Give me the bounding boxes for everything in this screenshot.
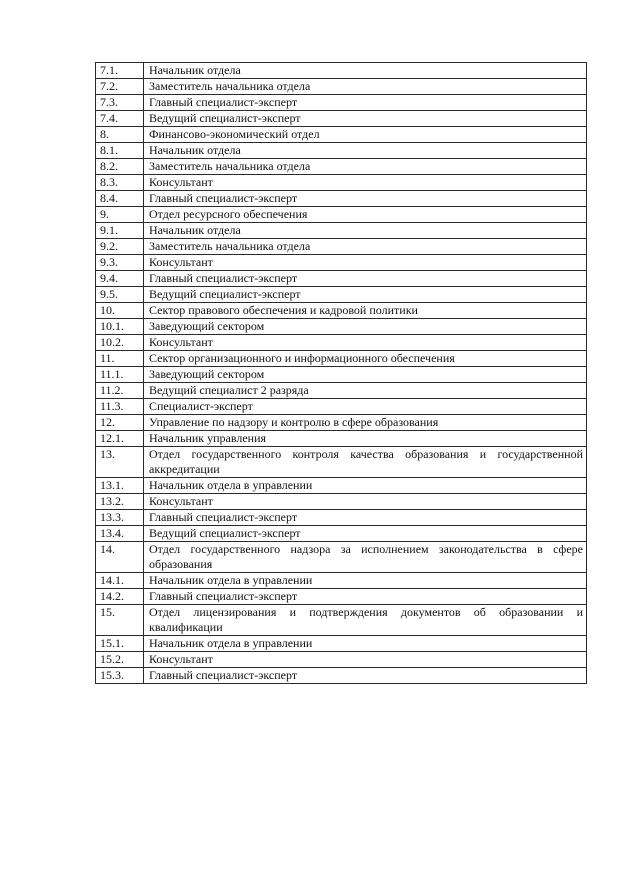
row-number: 7.1. bbox=[96, 63, 144, 79]
row-number: 15.2. bbox=[96, 652, 144, 668]
row-number: 10.2. bbox=[96, 335, 144, 351]
position-name: Главный специалист-эксперт bbox=[144, 510, 587, 526]
row-number: 13.1. bbox=[96, 478, 144, 494]
row-number: 11. bbox=[96, 351, 144, 367]
table-row bbox=[96, 367, 587, 383]
position-name: Ведущий специалист-эксперт bbox=[144, 111, 587, 127]
position-name: Начальник отдела bbox=[144, 223, 587, 239]
position-name: Отдел ресурсного обеспечения bbox=[144, 207, 587, 223]
table-row bbox=[96, 63, 587, 79]
position-name: Сектор организационного и информационного обеспечения bbox=[144, 351, 587, 367]
table-row bbox=[96, 335, 587, 351]
staff-table-body bbox=[96, 63, 587, 684]
row-number: 9.1. bbox=[96, 223, 144, 239]
position-name: Главный специалист-эксперт bbox=[144, 271, 587, 287]
table-row bbox=[96, 191, 587, 207]
position-name: Заведующий сектором bbox=[144, 367, 587, 383]
staff-positions-table bbox=[95, 62, 587, 684]
row-number: 15.3. bbox=[96, 668, 144, 684]
position-name: Ведущий специалист-эксперт bbox=[144, 287, 587, 303]
position-name: Консультант bbox=[144, 652, 587, 668]
position-name: Заместитель начальника отдела bbox=[144, 239, 587, 255]
table-row bbox=[96, 159, 587, 175]
row-number: 11.2. bbox=[96, 383, 144, 399]
table-row bbox=[96, 127, 587, 143]
row-number: 9. bbox=[96, 207, 144, 223]
table-row bbox=[96, 542, 587, 573]
table-row bbox=[96, 605, 587, 636]
position-name: Главный специалист-эксперт bbox=[144, 589, 587, 605]
position-name: Консультант bbox=[144, 255, 587, 271]
row-number: 15. bbox=[96, 605, 144, 636]
position-name: Заместитель начальника отдела bbox=[144, 79, 587, 95]
table-row bbox=[96, 95, 587, 111]
position-name: Главный специалист-эксперт bbox=[144, 95, 587, 111]
table-row bbox=[96, 223, 587, 239]
table-row bbox=[96, 447, 587, 478]
row-number: 8.2. bbox=[96, 159, 144, 175]
position-name: Финансово-экономический отдел bbox=[144, 127, 587, 143]
position-name: Отдел лицензирования и подтверждения документов об образовании и квалификации bbox=[144, 605, 587, 636]
table-row bbox=[96, 111, 587, 127]
row-number: 8.4. bbox=[96, 191, 144, 207]
table-row bbox=[96, 526, 587, 542]
row-number: 12. bbox=[96, 415, 144, 431]
position-name: Заместитель начальника отдела bbox=[144, 159, 587, 175]
position-name: Отдел государственного надзора за исполнением законодательства в сфере образования bbox=[144, 542, 587, 573]
row-number: 9.2. bbox=[96, 239, 144, 255]
table-row bbox=[96, 431, 587, 447]
table-row bbox=[96, 319, 587, 335]
position-name: Начальник отдела в управлении bbox=[144, 478, 587, 494]
row-number: 14.1. bbox=[96, 573, 144, 589]
row-number: 8.3. bbox=[96, 175, 144, 191]
table-row bbox=[96, 207, 587, 223]
table-row bbox=[96, 383, 587, 399]
row-number: 11.3. bbox=[96, 399, 144, 415]
table-row bbox=[96, 652, 587, 668]
table-row bbox=[96, 636, 587, 652]
table-row bbox=[96, 351, 587, 367]
table-row bbox=[96, 175, 587, 191]
row-number: 11.1. bbox=[96, 367, 144, 383]
table-row bbox=[96, 287, 587, 303]
row-number: 13.3. bbox=[96, 510, 144, 526]
row-number: 8.1. bbox=[96, 143, 144, 159]
row-number: 13.2. bbox=[96, 494, 144, 510]
position-name: Начальник отдела в управлении bbox=[144, 636, 587, 652]
position-name: Начальник отдела в управлении bbox=[144, 573, 587, 589]
row-number: 10. bbox=[96, 303, 144, 319]
table-row bbox=[96, 510, 587, 526]
table-row bbox=[96, 573, 587, 589]
row-number: 15.1. bbox=[96, 636, 144, 652]
position-name: Консультант bbox=[144, 335, 587, 351]
row-number: 9.3. bbox=[96, 255, 144, 271]
position-name: Начальник управления bbox=[144, 431, 587, 447]
table-row bbox=[96, 271, 587, 287]
table-row bbox=[96, 303, 587, 319]
position-name: Ведущий специалист-эксперт bbox=[144, 526, 587, 542]
position-name: Специалист-эксперт bbox=[144, 399, 587, 415]
table-row bbox=[96, 255, 587, 271]
table-row bbox=[96, 143, 587, 159]
table-row bbox=[96, 239, 587, 255]
row-number: 7.3. bbox=[96, 95, 144, 111]
position-name: Управление по надзору и контролю в сфере образования bbox=[144, 415, 587, 431]
row-number: 10.1. bbox=[96, 319, 144, 335]
position-name: Консультант bbox=[144, 175, 587, 191]
position-name: Отдел государственного контроля качества образования и государственной аккредитации bbox=[144, 447, 587, 478]
row-number: 13. bbox=[96, 447, 144, 478]
row-number: 9.5. bbox=[96, 287, 144, 303]
row-number: 13.4. bbox=[96, 526, 144, 542]
row-number: 8. bbox=[96, 127, 144, 143]
table-row bbox=[96, 399, 587, 415]
table-row bbox=[96, 415, 587, 431]
position-name: Главный специалист-эксперт bbox=[144, 668, 587, 684]
position-name: Консультант bbox=[144, 494, 587, 510]
row-number: 7.2. bbox=[96, 79, 144, 95]
row-number: 12.1. bbox=[96, 431, 144, 447]
table-row bbox=[96, 494, 587, 510]
position-name: Начальник отдела bbox=[144, 63, 587, 79]
table-row bbox=[96, 668, 587, 684]
table-row bbox=[96, 79, 587, 95]
table-row bbox=[96, 478, 587, 494]
position-name: Сектор правового обеспечения и кадровой политики bbox=[144, 303, 587, 319]
row-number: 9.4. bbox=[96, 271, 144, 287]
row-number: 7.4. bbox=[96, 111, 144, 127]
position-name: Ведущий специалист 2 разряда bbox=[144, 383, 587, 399]
row-number: 14.2. bbox=[96, 589, 144, 605]
table-row bbox=[96, 589, 587, 605]
position-name: Главный специалист-эксперт bbox=[144, 191, 587, 207]
position-name: Заведующий сектором bbox=[144, 319, 587, 335]
position-name: Начальник отдела bbox=[144, 143, 587, 159]
row-number: 14. bbox=[96, 542, 144, 573]
